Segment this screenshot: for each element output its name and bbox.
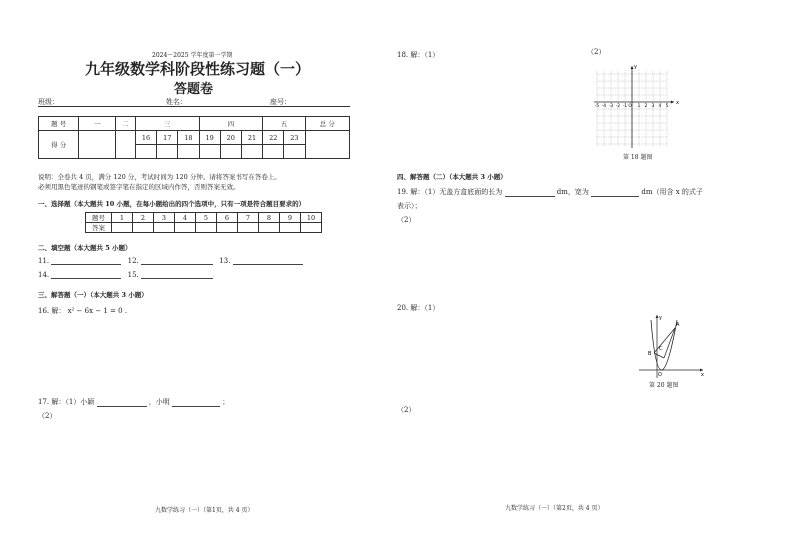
- y-axis-label: y: [634, 64, 637, 70]
- score-cell: [199, 145, 220, 159]
- section-2-heading: 二、填空题（本大题共 5 小题）: [38, 244, 132, 252]
- q13-blank[interactable]: [233, 257, 303, 265]
- choice-answer-cell[interactable]: [175, 223, 196, 233]
- info-underline: [38, 106, 350, 107]
- q14-label: 14.: [38, 271, 50, 279]
- tick-label: -5: [594, 103, 600, 108]
- score-cell: [115, 131, 135, 159]
- q18-part-2: （2）: [587, 48, 606, 56]
- score-cell: [284, 145, 305, 159]
- score-table: [38, 116, 350, 159]
- choice-number: 6: [217, 213, 238, 223]
- q17-end: ；: [222, 398, 230, 406]
- tick-label: O: [628, 103, 632, 108]
- score-table-header: 三: [135, 117, 199, 131]
- q17-blank-xiaoying[interactable]: [97, 399, 147, 407]
- score-cell: [79, 131, 115, 159]
- page-footer: 九数学练习（一）（第1页，共 4 页）: [155, 507, 254, 514]
- q16-text: 16. 解： x² − 6x − 1 = 0 .: [38, 307, 128, 315]
- sub-number: 21: [241, 131, 262, 145]
- tick-label: 2: [644, 103, 648, 108]
- tick-label: -4: [601, 103, 607, 108]
- tick-label: 3: [651, 103, 655, 108]
- choice-row-label: 题号: [86, 213, 112, 223]
- score-table-header: 二: [115, 117, 135, 131]
- origin-label: O: [658, 372, 662, 378]
- q20-parabola-figure: [637, 312, 707, 382]
- choice-answer-cell[interactable]: [133, 223, 154, 233]
- q12-label: 12.: [127, 257, 139, 265]
- tick-label: 5: [665, 103, 669, 108]
- tick-label: 4: [658, 103, 662, 108]
- tick-label: 1: [637, 103, 641, 108]
- answer-sheet-page-2: [397, 0, 794, 550]
- fill-in-row: [38, 271, 213, 279]
- x-axis-label: x: [701, 372, 704, 378]
- score-cell: [241, 145, 262, 159]
- q19-part-2: （2）: [397, 216, 416, 224]
- q20-part-1: 20. 解：（1）: [397, 304, 440, 312]
- q19-label: 19. 解：（1）无盖方盒底面的长为: [397, 188, 503, 196]
- choice-number: 2: [133, 213, 154, 223]
- parabola-curve: [651, 320, 677, 370]
- score-table-header: 题 号: [39, 117, 79, 131]
- q20-figure-caption: 第 20 题图: [649, 382, 679, 389]
- q12-blank[interactable]: [141, 257, 213, 265]
- class-label: 班级：: [38, 98, 59, 106]
- score-cell: [157, 145, 178, 159]
- choice-answer-cell[interactable]: [238, 223, 259, 233]
- choice-answer-cell[interactable]: [196, 223, 217, 233]
- score-table-header: 总 分: [305, 117, 349, 131]
- y-axis-label: y: [659, 315, 662, 321]
- page-title: 九年级数学科阶段性练习题（一）: [85, 60, 311, 78]
- sub-number: 20: [220, 131, 241, 145]
- q11-blank[interactable]: [51, 257, 121, 265]
- notes-line: 说明：全卷共 4 页，满分 120 分，考试时间为 120 分钟。请将答案书写在答卷上。: [38, 173, 281, 181]
- score-table-header: 一: [79, 117, 115, 131]
- sub-number: 23: [284, 131, 305, 145]
- term-label: 2024～2025 学年度第一学期: [152, 52, 233, 59]
- section-3-heading: 三、解答题（一）（本大题共 3 小题）: [38, 291, 148, 299]
- choice-answer-cell[interactable]: [112, 223, 133, 233]
- sub-number: 22: [263, 131, 284, 145]
- sub-number: 16: [135, 131, 156, 145]
- q17-blank-xiaoming[interactable]: [172, 399, 220, 407]
- q17-label: 17. 解：（1）小颖: [38, 398, 95, 406]
- q19-mid: dm，宽为: [556, 188, 589, 196]
- choice-number: 8: [259, 213, 280, 223]
- point-a-label: A: [676, 322, 680, 328]
- q18-grid-figure: [592, 62, 682, 157]
- point-b-label: B: [648, 351, 652, 357]
- score-cell: [305, 131, 349, 159]
- q19-end: dm（用含 x 的式子: [641, 188, 703, 196]
- q17-row: [38, 397, 229, 407]
- q17-part-2: （2）: [38, 412, 57, 420]
- q19-row: [397, 187, 703, 197]
- choice-number: 3: [154, 213, 175, 223]
- score-cell: [220, 145, 241, 159]
- section-4-heading: 四、解答题（二）（本大题共 3 小题）: [397, 173, 507, 181]
- choice-number: 9: [280, 213, 301, 223]
- score-table-header: 五: [263, 117, 305, 131]
- name-label: 姓名：: [166, 98, 187, 106]
- score-cell: [263, 145, 284, 159]
- q18-part-1: 18. 解：（1）: [397, 51, 440, 59]
- choice-number: 10: [301, 213, 322, 223]
- x-axis-label: x: [676, 100, 679, 106]
- choice-number: 7: [238, 213, 259, 223]
- score-row-label: 得 分: [39, 131, 79, 159]
- q15-label: 15.: [127, 271, 139, 279]
- choice-number: 5: [196, 213, 217, 223]
- q18-figure-caption: 第 18 题图: [623, 154, 653, 161]
- score-cell: [135, 145, 156, 159]
- choice-answer-cell[interactable]: [301, 223, 322, 233]
- notes-line: 必须用黑色笔迹的钢笔或签字笔在指定的区域内作答，否则答案无效。: [38, 183, 240, 191]
- choice-answer-table: [85, 212, 322, 233]
- choice-answer-cell[interactable]: [259, 223, 280, 233]
- q19-blank-length[interactable]: [505, 189, 555, 197]
- score-cell: [178, 145, 199, 159]
- choice-number: 4: [175, 213, 196, 223]
- q20-part-2: （2）: [397, 406, 416, 414]
- fill-in-row: [38, 257, 303, 265]
- q17-mid: ，小明: [148, 398, 170, 406]
- q11-label: 11.: [38, 257, 50, 265]
- sub-number: 17: [157, 131, 178, 145]
- choice-answer-label: 答案: [86, 223, 112, 233]
- q13-label: 13.: [219, 257, 231, 265]
- choice-answer-cell[interactable]: [154, 223, 175, 233]
- choice-number: 1: [112, 213, 133, 223]
- q15-blank[interactable]: [141, 271, 213, 279]
- page-footer: 九数学练习（一）（第2页，共 4 页）: [505, 505, 604, 512]
- q19-continuation: 表示）；: [397, 202, 422, 210]
- seat-label: 座号：: [270, 98, 291, 106]
- point-c-label: C: [659, 346, 663, 352]
- section-1-heading: 一、选择题（本大题共 10 小题，在每小题给出的四个选项中，只有一项是符合题目要求的）: [38, 200, 306, 208]
- sub-number: 18: [178, 131, 199, 145]
- score-table-header: 四: [199, 117, 263, 131]
- choice-answer-cell[interactable]: [217, 223, 238, 233]
- tick-label: -3: [608, 103, 614, 108]
- tick-label: -1: [622, 103, 628, 108]
- choice-answer-cell[interactable]: [280, 223, 301, 233]
- tick-label: -2: [615, 103, 621, 108]
- page-subtitle: 答题卷: [174, 82, 214, 97]
- sub-number: 19: [199, 131, 220, 145]
- q14-blank[interactable]: [51, 271, 121, 279]
- q19-blank-width[interactable]: [591, 189, 639, 197]
